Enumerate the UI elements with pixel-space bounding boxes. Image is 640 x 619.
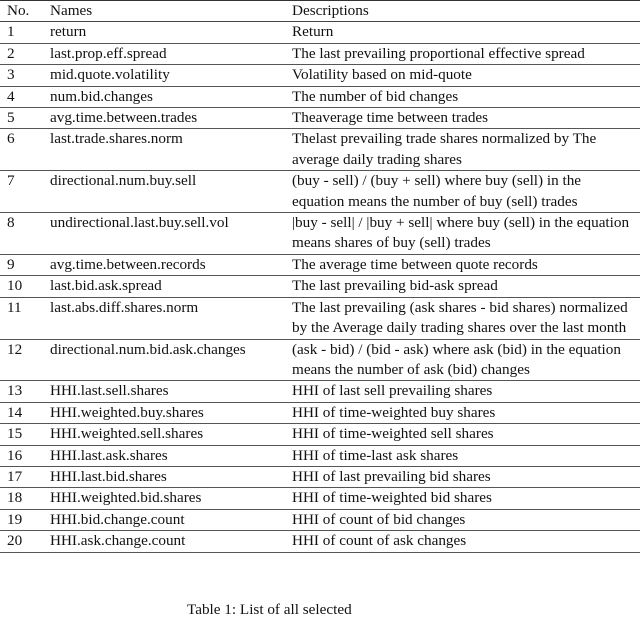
table-row — [0, 424, 640, 445]
feature-name: undirectional.last.buy.sell.vol — [50, 213, 292, 255]
table-row — [0, 445, 640, 466]
feature-name: num.bid.changes — [50, 86, 292, 107]
row-number: 1 — [0, 22, 50, 43]
row-number: 5 — [0, 108, 50, 129]
feature-description: HHI of count of ask changes — [292, 531, 640, 552]
feature-description: Thelast prevailing trade shares normalized by The average daily trading shares — [292, 129, 640, 171]
row-number: 13 — [0, 381, 50, 402]
feature-description: HHI of time-last ask shares — [292, 445, 640, 466]
row-number: 14 — [0, 402, 50, 423]
feature-description: HHI of count of bid changes — [292, 509, 640, 530]
table-row — [0, 108, 640, 129]
feature-description: (ask - bid) / (bid - ask) where ask (bid) in the equation means the number of ask (bid) changes — [292, 339, 640, 381]
row-number: 18 — [0, 488, 50, 509]
feature-name: mid.quote.volatility — [50, 65, 292, 86]
feature-name: HHI.ask.change.count — [50, 531, 292, 552]
row-number: 11 — [0, 297, 50, 339]
feature-name: avg.time.between.records — [50, 254, 292, 275]
feature-description: HHI of last sell prevailing shares — [292, 381, 640, 402]
table-row — [0, 213, 640, 255]
feature-name: directional.num.buy.sell — [50, 171, 292, 213]
feature-name: return — [50, 22, 292, 43]
feature-description: The average time between quote records — [292, 254, 640, 275]
feature-description: HHI of time-weighted bid shares — [292, 488, 640, 509]
header-no: No. — [0, 1, 50, 22]
feature-name: directional.num.bid.ask.changes — [50, 339, 292, 381]
feature-name: HHI.weighted.sell.shares — [50, 424, 292, 445]
table-row — [0, 43, 640, 64]
feature-description: The last prevailing (ask shares - bid shares) normalized by the Average daily trading shares over the last month — [292, 297, 640, 339]
table-row — [0, 531, 640, 552]
feature-description: HHI of time-weighted sell shares — [292, 424, 640, 445]
feature-description: |buy - sell| / |buy + sell| where buy (sell) in the equation means shares of buy (sell) trades — [292, 213, 640, 255]
table-row — [0, 297, 640, 339]
table-row — [0, 488, 640, 509]
row-number: 17 — [0, 466, 50, 487]
feature-name: HHI.weighted.buy.shares — [50, 402, 292, 423]
row-number: 7 — [0, 171, 50, 213]
feature-name: HHI.last.sell.shares — [50, 381, 292, 402]
row-number: 8 — [0, 213, 50, 255]
table-row — [0, 171, 640, 213]
feature-description: Return — [292, 22, 640, 43]
row-number: 2 — [0, 43, 50, 64]
feature-name: last.bid.ask.spread — [50, 276, 292, 297]
row-number: 16 — [0, 445, 50, 466]
feature-description: The last prevailing bid-ask spread — [292, 276, 640, 297]
feature-name: avg.time.between.trades — [50, 108, 292, 129]
table-row — [0, 86, 640, 107]
row-number: 9 — [0, 254, 50, 275]
feature-name: last.trade.shares.norm — [50, 129, 292, 171]
feature-description: (buy - sell) / (buy + sell) where buy (sell) in the equation means the number of buy (sell) trades — [292, 171, 640, 213]
feature-description: The last prevailing proportional effective spread — [292, 43, 640, 64]
row-number: 19 — [0, 509, 50, 530]
row-number: 6 — [0, 129, 50, 171]
header-names: Names — [50, 1, 292, 22]
table-row — [0, 381, 640, 402]
feature-description: The number of bid changes — [292, 86, 640, 107]
row-number: 10 — [0, 276, 50, 297]
table-header-row — [0, 1, 640, 22]
table-row — [0, 466, 640, 487]
table-row — [0, 276, 640, 297]
table-row — [0, 65, 640, 86]
feature-name: last.prop.eff.spread — [50, 43, 292, 64]
feature-description: Theaverage time between trades — [292, 108, 640, 129]
row-number: 3 — [0, 65, 50, 86]
header-descriptions: Descriptions — [292, 1, 640, 22]
table-row — [0, 509, 640, 530]
table-row — [0, 254, 640, 275]
row-number: 12 — [0, 339, 50, 381]
row-number: 20 — [0, 531, 50, 552]
row-number: 4 — [0, 86, 50, 107]
row-number: 15 — [0, 424, 50, 445]
feature-name: HHI.last.ask.shares — [50, 445, 292, 466]
feature-description: Volatility based on mid-quote — [292, 65, 640, 86]
feature-description: HHI of time-weighted buy shares — [292, 402, 640, 423]
feature-name: HHI.bid.change.count — [50, 509, 292, 530]
feature-name: HHI.weighted.bid.shares — [50, 488, 292, 509]
feature-description: HHI of last prevailing bid shares — [292, 466, 640, 487]
feature-name: last.abs.diff.shares.norm — [50, 297, 292, 339]
table-row — [0, 129, 640, 171]
table-row — [0, 22, 640, 43]
feature-name: HHI.last.bid.shares — [50, 466, 292, 487]
table-row — [0, 402, 640, 423]
table-row — [0, 339, 640, 381]
table-caption: Table 1: List of all selected — [187, 601, 352, 618]
